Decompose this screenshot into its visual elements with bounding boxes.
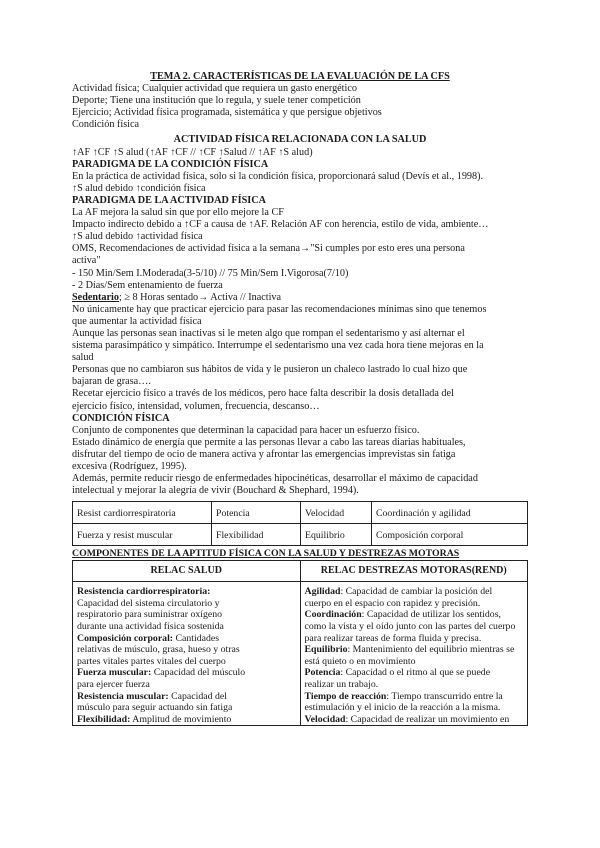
- component-desc: para realizar tareas de forma fluida y precisa.: [304, 632, 482, 644]
- component-desc: : Capacidad de utilizar los sentidos,: [361, 609, 501, 621]
- component-line: [305, 586, 524, 598]
- condicion-line: intelectual y mejorar la alegría de vivir (Bouchard & Shephard, 1994).: [72, 485, 359, 497]
- component-term: Velocidad: [304, 713, 346, 725]
- component-term: Composición corporal:: [77, 632, 174, 644]
- component-line: [305, 714, 524, 726]
- table-cell: Coordinación y agilidad: [372, 502, 528, 524]
- paradigm1-line: ↑S alud debido ↑condición física: [72, 182, 206, 194]
- component-desc: Capacidad del sistema circulatorio y: [77, 597, 220, 609]
- component-desc: durante una actividad física sostenida: [77, 621, 224, 633]
- component-line: [77, 667, 296, 679]
- heading-paradigma-actividad: PARADIGMA DE LA ACTIVIDAD FÍSICA: [72, 194, 266, 206]
- component-line: [77, 644, 296, 656]
- body-line: No únicamente hay que practicar ejercicio para pasar las recomendaciones mínimas sino que tenemos: [72, 303, 487, 315]
- destrezas-cell: [300, 582, 528, 726]
- component-desc: como la vista y el oído junto con las partes del cuerpo: [304, 621, 516, 633]
- component-line: [305, 644, 524, 656]
- component-line: [77, 586, 296, 598]
- component-term: Fuerza muscular:: [77, 667, 152, 679]
- document-page: [72, 71, 528, 726]
- table-row: [73, 582, 528, 726]
- paradigm1-line: En la práctica de actividad física, solo si la condición física, proporcionará salud (Devís et al., 1998).: [72, 170, 484, 182]
- intro-line: Deporte; Tiene una institución que lo regula, y suele tener competición: [72, 95, 361, 107]
- component-desc: Amplitud de movimiento: [130, 713, 232, 725]
- component-term: Resistencia muscular:: [77, 690, 169, 702]
- table-cell: Potencia: [212, 502, 301, 524]
- body-line: ejercicio físico, intensidad, volumen, frecuencia, descanso…: [72, 400, 320, 412]
- component-line: [305, 702, 524, 714]
- component-desc: Capacidad del músculo: [151, 667, 246, 679]
- body-line: sistema parasimpático y simpático. Interrumpe el sedentarismo una vez cada hora tiene mejoras en la: [72, 340, 484, 352]
- table-cell: Fuerza y resist muscular: [73, 524, 212, 546]
- component-line: [305, 679, 524, 691]
- component-line: [77, 714, 296, 726]
- component-desc: : Capacidad de cambiar la posición del: [340, 586, 493, 598]
- component-line: [77, 598, 296, 610]
- table-cell: Velocidad: [301, 502, 372, 524]
- component-desc: cuerpo en el espacio con rapidez y precisión.: [304, 597, 481, 609]
- component-line: [77, 691, 296, 703]
- condicion-line: Conjunto de componentes que determinan la capacidad para hacer un esfuerzo físico.: [72, 424, 420, 436]
- component-line: [77, 679, 296, 691]
- component-desc: : Mantenimiento del equilibrio mientras se: [347, 644, 515, 656]
- component-line: [305, 598, 524, 610]
- table-cell: Equilibrio: [301, 524, 372, 546]
- af-cf-salud-line: ↑AF ↑CF ↑S alud (↑AF ↑CF // ↑CF ↑Salud // ↑AF ↑S alud): [72, 146, 313, 158]
- table-cell: Composición corporal: [372, 524, 528, 546]
- component-line: [77, 621, 296, 633]
- heading-paradigma-condicion: PARADIGMA DE LA CONDICIÓN FÍSICA: [72, 158, 269, 170]
- table-header-row: [73, 561, 528, 582]
- sedentario-text: ; ≥ 8 Horas sentado→ Activa // Inactiva: [118, 291, 282, 303]
- paradigm2-line: OMS, Recomendaciones de actividad física a la semana→"Si cumples por esto eres una persona: [72, 243, 465, 255]
- salud-cell: [73, 582, 301, 726]
- component-desc: músculo para seguir actuando sin fatiga: [77, 702, 233, 714]
- column-header-destrezas: RELAC DESTREZAS MOTORAS(REND): [300, 561, 528, 582]
- component-line: [77, 633, 296, 645]
- component-term: Resistencia cardiorrespiratoria:: [77, 586, 211, 598]
- component-desc: relativas de músculo, grasa, hueso y otras: [77, 644, 240, 656]
- component-line: [305, 609, 524, 621]
- condicion-line: Estado dinámico de energía que permite a las personas llevar a cabo las tareas diarias habituales,: [72, 436, 466, 448]
- table-cell: Flexibilidad: [212, 524, 301, 546]
- paradigm2-line: activa": [72, 255, 101, 267]
- component-line: [305, 633, 524, 645]
- component-desc: Capacidad del: [168, 690, 227, 702]
- component-line: [305, 656, 524, 668]
- component-desc: respiratorio para suministrar oxígeno: [77, 609, 223, 621]
- intro-line: Actividad física; Cualquier actividad que requiera un gasto energético: [72, 83, 357, 95]
- sedentario-label: Sedentario: [72, 291, 119, 303]
- heading-condicion-fisica: CONDICIÓN FÍSICA: [72, 412, 170, 424]
- paradigm2-line: - 2 Días/Sem entenamiento de fuerza: [72, 279, 223, 291]
- intro-definitions: [72, 83, 528, 131]
- component-desc: : Capacidad de realizar un movimiento en: [345, 713, 510, 725]
- component-line: [305, 667, 524, 679]
- body-line: bajaran de grasa….: [72, 376, 151, 388]
- component-line: [77, 609, 296, 621]
- paradigm2-line: - 150 Min/Sem I.Moderada(3-5/10) // 75 Min/Sem I.Vigorosa(7/10): [72, 267, 349, 279]
- table-row: [73, 524, 528, 546]
- body-line: que aumentar la actividad física: [72, 315, 202, 327]
- component-line: [305, 691, 524, 703]
- body-line: Personas que no cambiaron sus hábitos de vida y le pusieron un chaleco lastrado lo cual hizo que: [72, 364, 468, 376]
- intro-line: Ejercicio; Actividad física programada, sistemática y que persigue objetivos: [72, 107, 382, 119]
- component-line: [77, 702, 296, 714]
- component-term: Potencia: [304, 667, 341, 679]
- table-cell: Resist cardiorrespiratoria: [73, 502, 212, 524]
- component-desc: : Tiempo transcurrido entre la: [386, 690, 503, 702]
- sedentario-line: [72, 292, 528, 304]
- condicion-line: Además, permite reducir riesgo de enfermedades hipocinéticas, desarrollar el máximo de capacidad: [72, 473, 478, 485]
- component-line: [77, 656, 296, 668]
- body-line: Recetar ejercicio físico a través de los médicos, pero hace falta describir la dosis detallada del: [72, 388, 454, 400]
- component-desc: para ejercer fuerza: [77, 679, 150, 691]
- page-title: TEMA 2. CARACTERÍSTICAS DE LA EVALUACIÓN DE LA CFS: [150, 71, 450, 82]
- components-table: [72, 560, 528, 726]
- component-term: Agilidad: [304, 586, 341, 598]
- component-term: Tiempo de reacción: [304, 690, 387, 702]
- component-desc: : Capacidad o el ritmo al que se puede: [340, 667, 491, 679]
- component-desc: Cantidades: [173, 632, 220, 644]
- body-line: Aunque las personas sean inactivas si le meten algo que rompan el sedentarismo y así alternar el: [72, 327, 465, 339]
- body-line: salud: [72, 352, 94, 364]
- qualities-table: [72, 501, 528, 546]
- section-heading-af-salud: ACTIVIDAD FÍSICA RELACIONADA CON LA SALUD: [173, 134, 427, 146]
- component-line: [305, 621, 524, 633]
- component-desc: realizar un trabajo.: [304, 679, 379, 691]
- components-title: COMPONENTES DE LA APTITUD FÍSICA CON LA SALUD Y DESTREZAS MOTORAS: [72, 548, 460, 560]
- component-term: Coordinación: [304, 609, 362, 621]
- paradigm2-line: La AF mejora la salud sin que por ello mejore la CF: [72, 207, 284, 219]
- component-desc: partes vitales partes vitales del cuerpo: [77, 655, 226, 667]
- component-term: Flexibilidad:: [77, 713, 131, 725]
- paradigm2-line: Impacto indirecto debido a ↑CF a causa de ↑AF. Relación AF con herencia, estilo de vida, ambiente…: [72, 219, 489, 231]
- component-desc: está quieto o en movimiento: [304, 655, 416, 667]
- intro-line: Condición física: [72, 119, 140, 131]
- component-term: Equilibrio: [304, 644, 348, 656]
- paradigm2-line: ↑S alud debido ↑actividad física: [72, 231, 203, 243]
- table-row: [73, 502, 528, 524]
- condicion-line: disfrutar del tiempo de ocio de manera activa y afrontar las emergencias imprevistas sin fatiga: [72, 448, 456, 460]
- column-header-salud: RELAC SALUD: [73, 561, 301, 582]
- component-desc: estimulación y el inicio de la reacción a la misma.: [304, 702, 501, 714]
- condicion-line: excesiva (Rodríguez, 1995).: [72, 461, 187, 472]
